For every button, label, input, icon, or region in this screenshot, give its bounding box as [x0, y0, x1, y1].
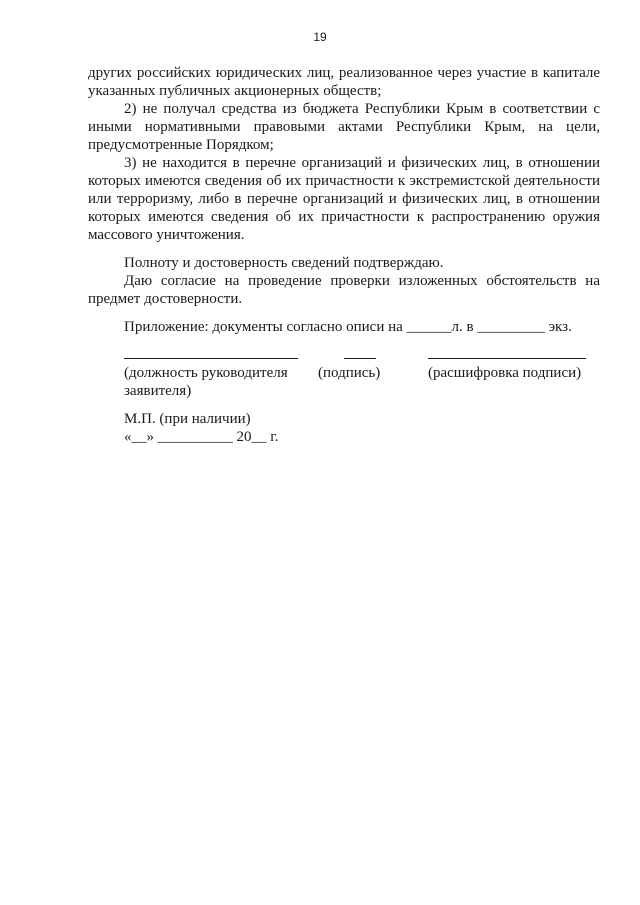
page-number: 19	[313, 30, 327, 44]
body-line-7: которых имеются сведения об их причастности к экстремистской деятельности	[88, 173, 600, 189]
stamp-label: М.П. (при наличии)	[124, 411, 251, 427]
position-label-continued: заявителя)	[124, 383, 192, 399]
consent-line-1: Даю согласие на проведение проверки изложенных обстоятельств на	[124, 273, 600, 289]
decoding-blank	[428, 358, 586, 359]
attachment-line: Приложение: документы согласно описи на ______л. в _________ экз.	[124, 319, 572, 335]
confirmation-line: Полноту и достоверность сведений подтверждаю.	[124, 255, 444, 271]
body-line-3: 2) не получал средства из бюджета Республики Крым в соответствии с	[124, 101, 600, 117]
body-line-5: предусмотренные Порядком;	[88, 137, 274, 153]
body-line-8: или терроризму, либо в перечне организаций и физических лиц, в отношении	[88, 191, 600, 207]
decoding-label: (расшифровка подписи)	[428, 365, 582, 381]
signature-label: (подпись)	[318, 365, 381, 381]
body-line-6: 3) не находится в перечне организаций и физических лиц, в отношении	[124, 155, 600, 171]
date-line: «__» __________ 20__ г.	[124, 429, 279, 445]
position-label: (должность руководителя	[124, 365, 288, 381]
consent-line-2: предмет достоверности.	[88, 291, 243, 307]
position-blank	[124, 358, 298, 359]
body-line-10: массового уничтожения.	[88, 227, 245, 243]
body-line-1: других российских юридических лиц, реализованное через участие в капитале	[88, 65, 600, 81]
body-line-2: указанных публичных акционерных обществ;	[88, 83, 382, 99]
body-line-4: иными нормативными правовыми актами Республики Крым, на цели,	[88, 119, 600, 135]
signature-blank	[344, 358, 376, 359]
body-line-9: которых имеются сведения об их причастности к распространению оружия	[88, 209, 600, 225]
